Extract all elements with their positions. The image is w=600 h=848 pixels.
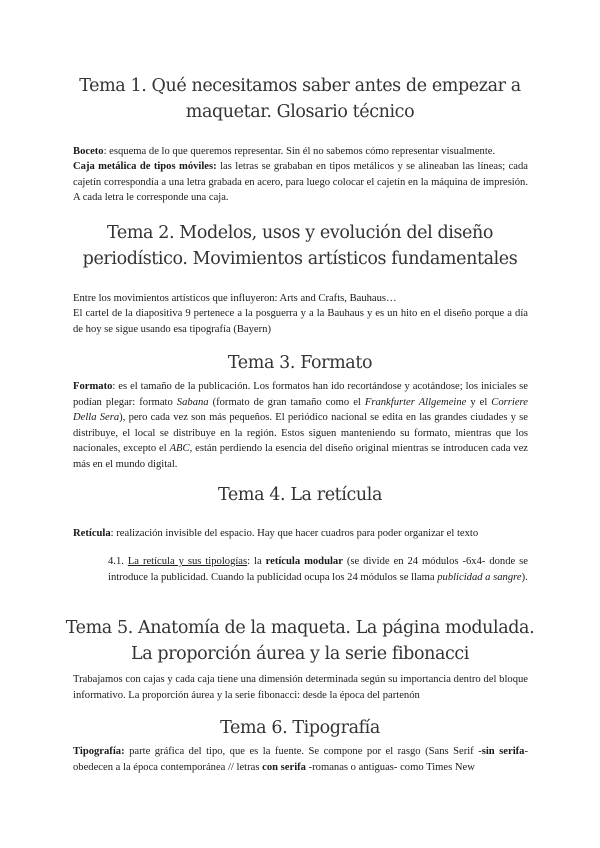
section-title-tema-6: Tema 6. Tipografía (220, 718, 380, 738)
section-title-tema-4: Tema 4. La retícula (218, 485, 382, 505)
paragraph-boceto: Boceto: esquema de lo que queremos representar. Sin él no sabemos cómo representar visualmente. (73, 146, 496, 157)
paragraph-movimientos: Entre los movimientos artísticos que influyeron: Arts and Crafts, Bauhaus… (73, 293, 397, 304)
paragraph-formato: Formato: es el tamaño de la publicación. Los formatos han ido recortándose y acotándose; los iniciales se podían plegar: formato Sabana (formato de gran tamaño como el Frankfurter Allgemeine y el Corriere Della Sera), pero cada vez son más pequeños. El periódico nacional se edita en las grandes ciudades y se distribuye, el local se distribuye en la región. Estos siguen manteniendo su formato, mientras que los nacionales, excepto el ABC, están perdiendo la esencia del diseño original mientras se introducen cada vez más en el mundo digital. (73, 381, 528, 470)
paragraph-tipografia: Tipografía: parte gráfica del tipo, que es la fuente. Se compone por el rasgo (Sans Serif -sin serifa- obedecen a la época contemporánea // letras con serifa -romanas o antiguas- como Times New (73, 746, 529, 773)
paragraph-caja-metalica: Caja metálica de tipos móviles: las letras se grababan en tipos metálicos y se alineaban las líneas; cada cajetín correspondía a una letra grabada en acero, para luego colocar el cajetín en la máquina de impresión. A cada letra le corresponde una caja. (73, 161, 529, 204)
section-title-tema-3: Tema 3. Formato (227, 353, 373, 373)
paragraph-reticula: Retícula: realización invisible del espacio. Hay que hacer cuadros para poder organizar el texto (73, 528, 479, 539)
paragraph-cartel: El cartel de la diapositiva 9 pertenece a la posguerra y a la Bauhaus y es un hito en el diseño porque a día de hoy se sigue usando esa tipografía (Bayern) (73, 308, 528, 335)
section-title-tema-5: Tema 5. Anatomía de la maqueta. La página modulada. La proporción áurea y la serie fibonacci (65, 618, 535, 664)
paragraph-cajas: Trabajamos con cajas y cada caja tiene una dimensión determinada según su importancia dentro del bloque informativo. La proporción áurea y la serie fibonacci: desde la época del partenón (73, 674, 528, 701)
section-title-tema-2: Tema 2. Modelos, usos y evolución del diseño periodístico. Movimientos artísticos fundamentales (82, 223, 518, 269)
paragraph-reticula-tipologias: 4.1. La retícula y sus tipologías: la retícula modular (se divide en 24 módulos -6x4- donde se introduce la publicidad. Cuando la publicidad ocupa los 24 módulos se llama publicidad a sangre). (108, 556, 528, 583)
section-title-tema-1: Tema 1. Qué necesitamos saber antes de empezar a maquetar. Glosario técnico (79, 76, 521, 122)
